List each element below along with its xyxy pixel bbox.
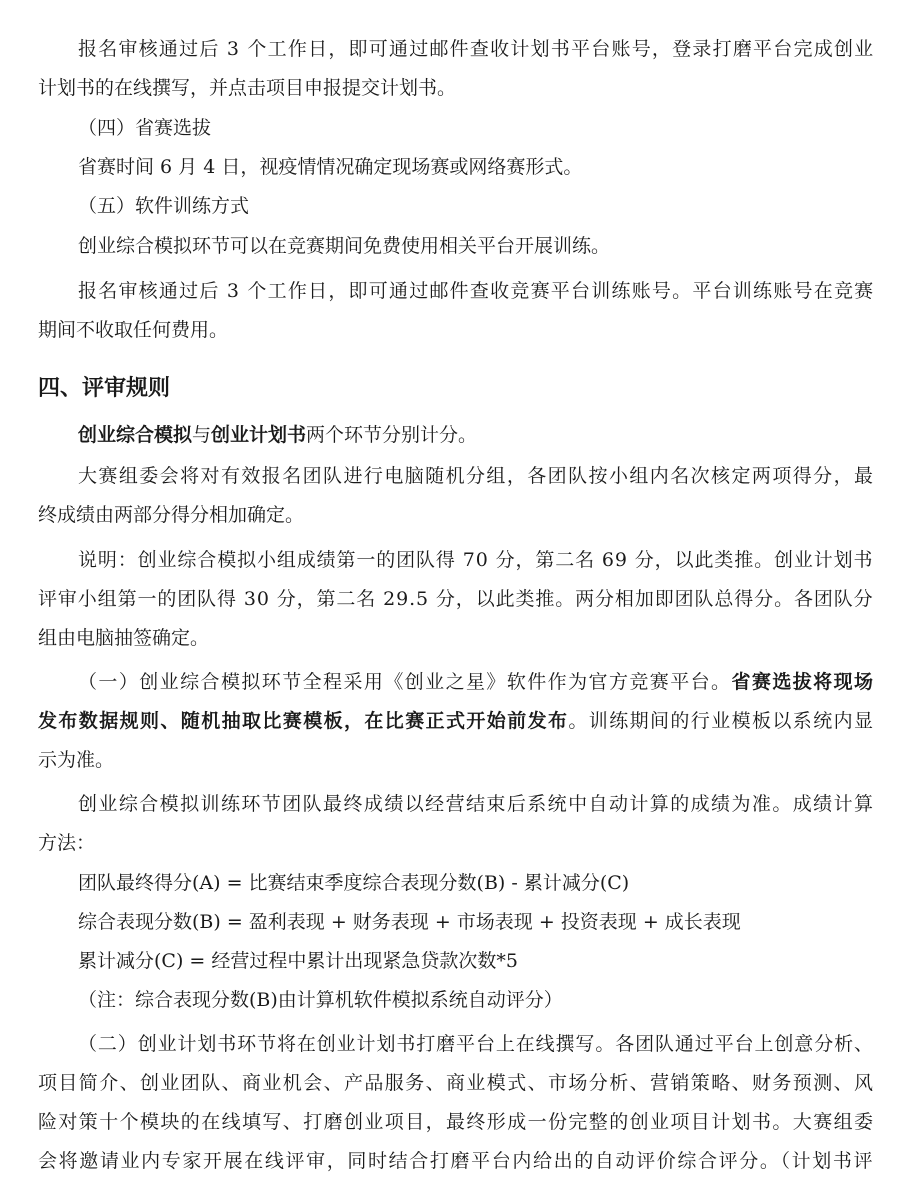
text-line: [78, 949, 518, 973]
text-span: 。训练期间的行业模板以系统内显: [568, 710, 875, 732]
text-line: [38, 318, 228, 342]
text-line: [78, 1032, 874, 1056]
text-line: [78, 670, 874, 694]
text-line: [38, 1149, 874, 1173]
text-span: （二）创业计划书环节将在创业计划书打磨平台上在线撰写。各团队通过平台上创意分析、: [78, 1033, 874, 1055]
text-line: [38, 831, 95, 855]
text-span: 综合表现分数(B) = 盈利表现 + 财务表现 + 市场表现 + 投资表现 + 成长表现: [78, 911, 741, 933]
text-span: 大赛组委会将对有效报名团队进行电脑随机分组，各团队按小组内名次核定两项得分，最: [78, 465, 875, 487]
text-span: 会将邀请业内专家开展在线评审，同时结合打磨平台内给出的自动评价综合评分。（计划书评: [38, 1150, 875, 1172]
text-line: [78, 279, 874, 303]
text-span: 两个环节分别计分。: [306, 424, 478, 446]
text-line: [78, 548, 873, 572]
text-span: 项目简介、创业团队、商业机会、产品服务、商业模式、市场分析、营销策略、财务预测、风: [38, 1072, 875, 1094]
text-span: （五）软件训练方式: [78, 195, 250, 217]
text-span: 报名审核通过后 3 个工作日，即可通过邮件查收竞赛平台训练账号。平台训练账号在竞赛: [78, 280, 875, 302]
text-line: [78, 792, 874, 816]
text-span: 险对策十个模块的在线填写、打磨创业项目，最终形成一份完整的创业项目计划书。大赛组委: [38, 1111, 875, 1133]
text-line: [38, 748, 114, 772]
bold-text: 省赛选拔将现场: [731, 671, 875, 693]
text-span: 期间不收取任何费用。: [38, 319, 229, 341]
text-span: 累计减分(C) = 经营过程中累计出现紧急贷款次数*5: [78, 950, 518, 972]
text-line: [38, 1071, 874, 1095]
text-line: [78, 871, 629, 895]
text-span: 省赛时间 6 月 4 日，视疫情情况确定现场赛或网络赛形式。: [78, 156, 583, 178]
section-heading: [38, 375, 170, 403]
text-line: [78, 423, 477, 447]
text-span: 团队最终得分(A) = 比赛结束季度综合表现分数(B) - 累计减分(C): [78, 872, 630, 894]
text-line: [38, 503, 304, 527]
text-line: [38, 626, 209, 650]
text-span: 示为准。: [38, 749, 115, 771]
text-line: [78, 464, 874, 488]
text-span: （四）省赛选拔: [78, 117, 212, 139]
text-span: 四、评审规则: [38, 376, 171, 401]
bold-text: 创业计划书: [211, 424, 307, 446]
text-line: [38, 587, 874, 611]
text-span: （注：综合表现分数(B)由计算机软件模拟系统自动评分）: [78, 989, 563, 1011]
text-line: [78, 155, 582, 179]
bold-text: 创业综合模拟: [78, 424, 193, 446]
text-line: [38, 1110, 874, 1134]
bold-text: 发布数据规则、随机抽取比赛模板，在比赛正式开始前发布: [38, 710, 569, 732]
text-span: 说明：创业综合模拟小组成绩第一的团队得 70 分，第二名 69 分，以此类推。创业计划书: [78, 549, 874, 571]
text-span: 与: [192, 424, 212, 446]
text-line: [78, 194, 249, 218]
text-span: 方法：: [38, 832, 96, 854]
text-span: 创业综合模拟环节可以在竞赛期间免费使用相关平台开展训练。: [78, 235, 611, 257]
text-line: [78, 988, 563, 1012]
text-line: [38, 709, 874, 733]
text-span: 创业综合模拟训练环节团队最终成绩以经营结束后系统中自动计算的成绩为准。成绩计算: [78, 793, 875, 815]
text-line: [78, 234, 610, 258]
text-span: 组由电脑抽签确定。: [38, 627, 210, 649]
text-span: 计划书的在线撰写，并点击项目申报提交计划书。: [38, 77, 457, 99]
text-line: [78, 910, 741, 934]
text-line: [78, 37, 874, 61]
text-span: 终成绩由两部分得分相加确定。: [38, 504, 305, 526]
text-span: 报名审核通过后 3 个工作日，即可通过邮件查收计划书平台账号，登录打磨平台完成创业: [78, 38, 875, 60]
text-span: 评审小组第一的团队得 30 分，第二名 29.5 分，以此类推。两分相加即团队总得分。各团队分: [38, 588, 874, 610]
text-line: [38, 76, 456, 100]
text-line: [78, 116, 211, 140]
text-span: （一）创业综合模拟环节全程采用《创业之星》软件作为官方竞赛平台。: [78, 671, 732, 693]
